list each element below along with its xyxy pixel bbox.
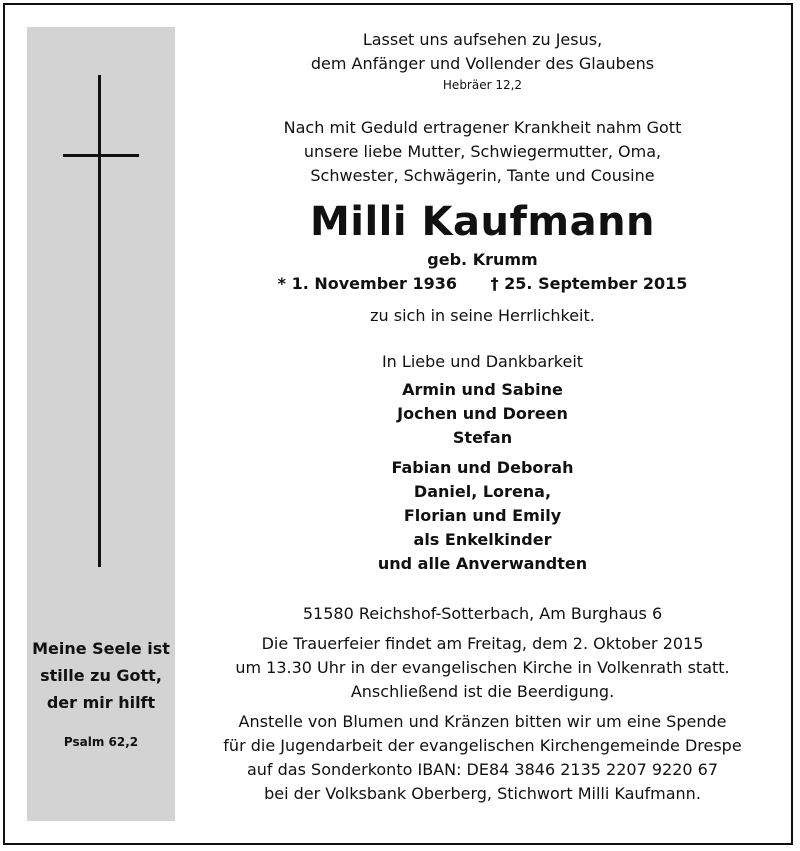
mourner-name: als Enkelkinder xyxy=(413,530,552,549)
cross-horizontal-bar xyxy=(63,154,139,157)
mourner-name: Daniel, Lorena, xyxy=(413,482,552,501)
closing-line: zu sich in seine Herrlichkeit. xyxy=(370,306,595,325)
intro-line: Schwester, Schwägerin, Tante und Cousine xyxy=(310,166,655,185)
maiden-name: geb. Krumm xyxy=(427,250,538,269)
death-date: † 25. September 2015 xyxy=(490,274,688,293)
mourners-heading: In Liebe und Dankbarkeit xyxy=(381,352,584,371)
verse-line: dem Anfänger und Vollender des Glaubens xyxy=(310,54,655,73)
donation-line: auf das Sonderkonto IBAN: DE84 3846 2135 2207 9220 67 xyxy=(246,760,719,779)
intro-line: Nach mit Geduld ertragener Krankheit nahm Gott xyxy=(283,118,682,137)
sidebar-verse xyxy=(27,635,175,716)
life-dates xyxy=(190,272,775,296)
mourner-name: Armin und Sabine xyxy=(402,380,563,399)
sidebar-panel xyxy=(27,27,175,821)
verse-line: Lasset uns aufsehen zu Jesus, xyxy=(362,30,603,49)
funeral-line: Anschließend ist die Beerdigung. xyxy=(350,682,615,701)
deceased-name: Milli Kaufmann xyxy=(309,199,656,245)
mourner-name: Stefan xyxy=(452,428,513,447)
sidebar-verse-reference: Psalm 62,2 xyxy=(63,735,139,749)
funeral-line: Die Trauerfeier findet am Freitag, dem 2. Oktober 2015 xyxy=(261,634,704,653)
main-text xyxy=(190,0,775,806)
mourner-name: Fabian und Deborah xyxy=(391,458,574,477)
donation-line: bei der Volksbank Oberberg, Stichwort Milli Kaufmann. xyxy=(264,784,701,803)
sidebar-verse-line: stille zu Gott, xyxy=(40,666,162,685)
sidebar-verse-line: der mir hilft xyxy=(46,693,156,712)
address: 51580 Reichshof-Sotterbach, Am Burghaus 6 xyxy=(302,604,663,623)
mourner-name: Jochen und Doreen xyxy=(397,404,568,423)
donation-line: Anstelle von Blumen und Kränzen bitten wir um eine Spende xyxy=(238,712,727,731)
verse-reference: Hebräer 12,2 xyxy=(442,78,523,92)
intro-line: unsere liebe Mutter, Schwiegermutter, Oma, xyxy=(303,142,662,161)
birth-date: * 1. November 1936 xyxy=(277,274,457,293)
mourner-name: und alle Anverwandten xyxy=(377,554,588,573)
donation-line: für die Jugendarbeit der evangelischen Kirchengemeinde Drespe xyxy=(223,736,742,755)
sidebar-verse-line: Meine Seele ist xyxy=(32,639,170,658)
mourner-name: Florian und Emily xyxy=(403,506,562,525)
funeral-line: um 13.30 Uhr in der evangelischen Kirche in Volkenrath statt. xyxy=(235,658,730,677)
cross-vertical-bar xyxy=(98,75,101,567)
